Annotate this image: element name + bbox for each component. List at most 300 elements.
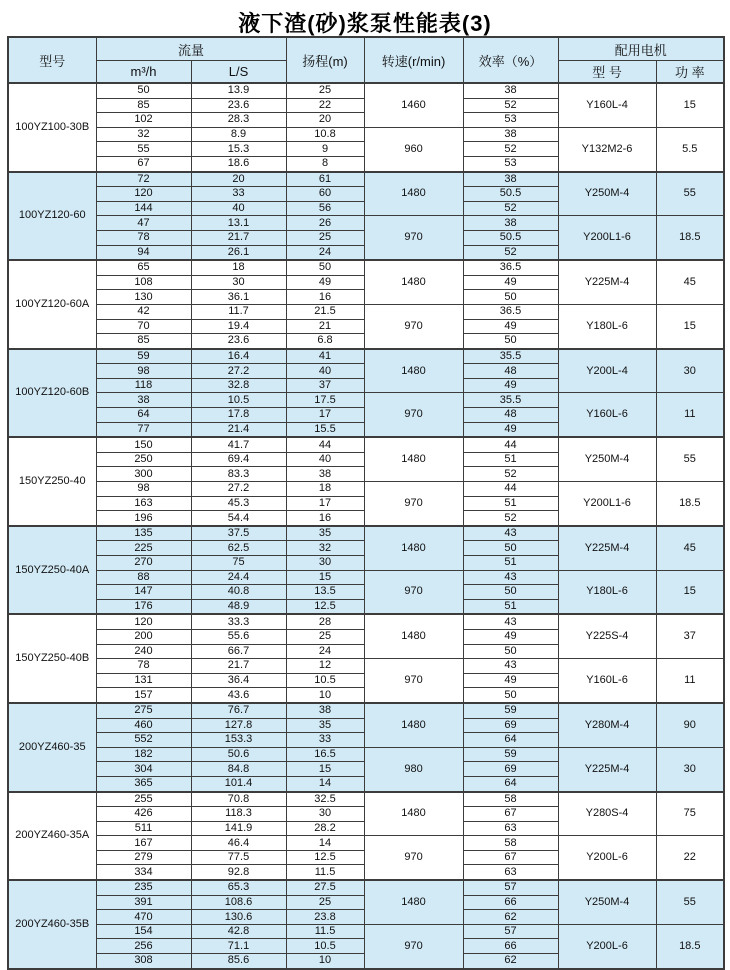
col-header-motor-power: 功 率 xyxy=(656,61,724,84)
cell-flow-m3h: 85 xyxy=(96,334,191,349)
cell-flow-ls: 77.5 xyxy=(191,850,286,865)
cell-flow-ls: 41.7 xyxy=(191,437,286,452)
cell-head: 61 xyxy=(286,172,364,187)
table-row xyxy=(8,659,724,674)
cell-efficiency: 49 xyxy=(463,378,558,393)
table-row xyxy=(8,924,724,939)
cell-motor-model: Y132M2-6 xyxy=(558,127,656,171)
cell-efficiency: 50.5 xyxy=(463,230,558,245)
cell-head: 22 xyxy=(286,98,364,113)
cell-flow-m3h: 275 xyxy=(96,703,191,718)
col-header-motor: 配用电机 xyxy=(558,37,724,61)
cell-motor-power: 15 xyxy=(656,83,724,127)
cell-flow-ls: 32.8 xyxy=(191,378,286,393)
cell-flow-ls: 16.4 xyxy=(191,349,286,364)
table-row xyxy=(8,437,724,452)
cell-motor-model: Y250M-4 xyxy=(558,172,656,216)
cell-efficiency: 38 xyxy=(463,216,558,231)
cell-flow-m3h: 94 xyxy=(96,245,191,260)
cell-head: 14 xyxy=(286,776,364,791)
cell-flow-m3h: 182 xyxy=(96,747,191,762)
cell-flow-m3h: 130 xyxy=(96,290,191,305)
cell-flow-ls: 50.6 xyxy=(191,747,286,762)
cell-efficiency: 38 xyxy=(463,127,558,142)
cell-head: 49 xyxy=(286,275,364,290)
cell-speed: 970 xyxy=(364,836,463,880)
cell-flow-ls: 70.8 xyxy=(191,792,286,807)
cell-flow-m3h: 167 xyxy=(96,836,191,851)
cell-speed: 1480 xyxy=(364,792,463,836)
cell-flow-m3h: 426 xyxy=(96,807,191,822)
cell-flow-m3h: 108 xyxy=(96,275,191,290)
cell-flow-m3h: 78 xyxy=(96,659,191,674)
cell-flow-m3h: 240 xyxy=(96,644,191,659)
cell-pump-model: 200YZ460-35A xyxy=(8,792,96,881)
cell-head: 16 xyxy=(286,511,364,526)
cell-efficiency: 66 xyxy=(463,939,558,954)
cell-flow-ls: 33.3 xyxy=(191,614,286,629)
cell-speed: 970 xyxy=(364,570,463,614)
cell-motor-power: 55 xyxy=(656,880,724,924)
cell-flow-ls: 15.3 xyxy=(191,142,286,157)
table-row xyxy=(8,836,724,851)
cell-flow-m3h: 147 xyxy=(96,585,191,600)
cell-flow-ls: 27.2 xyxy=(191,482,286,497)
cell-flow-ls: 37.5 xyxy=(191,526,286,541)
cell-flow-ls: 11.7 xyxy=(191,304,286,319)
cell-motor-model: Y200L1-6 xyxy=(558,482,656,526)
cell-efficiency: 67 xyxy=(463,807,558,822)
cell-flow-m3h: 163 xyxy=(96,496,191,511)
cell-efficiency: 51 xyxy=(463,556,558,571)
cell-head: 56 xyxy=(286,201,364,216)
cell-pump-model: 150YZ250-40 xyxy=(8,437,96,526)
cell-head: 32.5 xyxy=(286,792,364,807)
cell-efficiency: 66 xyxy=(463,895,558,910)
cell-flow-ls: 18 xyxy=(191,260,286,275)
table-row xyxy=(8,216,724,231)
cell-flow-ls: 26.1 xyxy=(191,245,286,260)
cell-pump-model: 100YZ120-60A xyxy=(8,260,96,349)
cell-head: 8 xyxy=(286,156,364,171)
table-row xyxy=(8,614,724,629)
cell-motor-model: Y200L1-6 xyxy=(558,216,656,260)
cell-speed: 980 xyxy=(364,747,463,791)
cell-efficiency: 67 xyxy=(463,850,558,865)
cell-efficiency: 48 xyxy=(463,364,558,379)
cell-flow-ls: 24.4 xyxy=(191,570,286,585)
cell-efficiency: 64 xyxy=(463,733,558,748)
cell-flow-ls: 69.4 xyxy=(191,452,286,467)
cell-efficiency: 48 xyxy=(463,408,558,423)
cell-head: 25 xyxy=(286,83,364,98)
cell-efficiency: 59 xyxy=(463,747,558,762)
cell-flow-ls: 71.1 xyxy=(191,939,286,954)
cell-motor-model: Y200L-6 xyxy=(558,924,656,968)
cell-flow-m3h: 72 xyxy=(96,172,191,187)
cell-efficiency: 43 xyxy=(463,659,558,674)
cell-efficiency: 51 xyxy=(463,496,558,511)
cell-speed: 1480 xyxy=(364,437,463,481)
cell-flow-ls: 20 xyxy=(191,172,286,187)
cell-efficiency: 49 xyxy=(463,319,558,334)
cell-speed: 960 xyxy=(364,127,463,171)
cell-efficiency: 43 xyxy=(463,526,558,541)
cell-flow-m3h: 98 xyxy=(96,482,191,497)
cell-head: 11.5 xyxy=(286,924,364,939)
cell-flow-ls: 101.4 xyxy=(191,776,286,791)
cell-efficiency: 57 xyxy=(463,880,558,895)
cell-efficiency: 52 xyxy=(463,98,558,113)
cell-flow-m3h: 118 xyxy=(96,378,191,393)
cell-efficiency: 50 xyxy=(463,644,558,659)
cell-motor-power: 18.5 xyxy=(656,216,724,260)
cell-efficiency: 53 xyxy=(463,156,558,171)
cell-speed: 970 xyxy=(364,393,463,437)
cell-flow-ls: 36.1 xyxy=(191,290,286,305)
cell-head: 9 xyxy=(286,142,364,157)
cell-flow-m3h: 150 xyxy=(96,437,191,452)
cell-flow-ls: 76.7 xyxy=(191,703,286,718)
cell-flow-m3h: 552 xyxy=(96,733,191,748)
cell-flow-ls: 75 xyxy=(191,556,286,571)
cell-motor-power: 15 xyxy=(656,304,724,348)
cell-head: 18 xyxy=(286,482,364,497)
cell-efficiency: 50 xyxy=(463,688,558,703)
cell-head: 6.8 xyxy=(286,334,364,349)
cell-efficiency: 63 xyxy=(463,821,558,836)
table-row xyxy=(8,747,724,762)
cell-head: 12 xyxy=(286,659,364,674)
cell-motor-model: Y280S-4 xyxy=(558,792,656,836)
cell-efficiency: 43 xyxy=(463,570,558,585)
cell-efficiency: 35.5 xyxy=(463,349,558,364)
cell-efficiency: 49 xyxy=(463,422,558,437)
header-row-1 xyxy=(8,37,724,61)
cell-head: 60 xyxy=(286,187,364,202)
cell-motor-model: Y160L-4 xyxy=(558,83,656,127)
cell-motor-power: 22 xyxy=(656,836,724,880)
cell-flow-m3h: 200 xyxy=(96,629,191,644)
cell-motor-power: 45 xyxy=(656,260,724,304)
cell-motor-power: 37 xyxy=(656,614,724,658)
cell-efficiency: 59 xyxy=(463,703,558,718)
cell-flow-m3h: 120 xyxy=(96,614,191,629)
cell-flow-ls: 43.6 xyxy=(191,688,286,703)
cell-pump-model: 100YZ120-60B xyxy=(8,349,96,438)
cell-motor-power: 90 xyxy=(656,703,724,747)
cell-head: 26 xyxy=(286,216,364,231)
cell-efficiency: 44 xyxy=(463,437,558,452)
cell-flow-m3h: 131 xyxy=(96,673,191,688)
cell-head: 32 xyxy=(286,541,364,556)
cell-head: 35 xyxy=(286,718,364,733)
col-header-efficiency: 效率（%） xyxy=(463,37,558,83)
cell-motor-model: Y280M-4 xyxy=(558,703,656,747)
cell-head: 25 xyxy=(286,629,364,644)
cell-flow-ls: 54.4 xyxy=(191,511,286,526)
cell-flow-ls: 28.3 xyxy=(191,113,286,128)
cell-speed: 970 xyxy=(364,659,463,703)
cell-motor-power: 18.5 xyxy=(656,924,724,968)
cell-pump-model: 100YZ100-30B xyxy=(8,83,96,172)
cell-flow-m3h: 255 xyxy=(96,792,191,807)
cell-motor-power: 45 xyxy=(656,526,724,570)
cell-speed: 1480 xyxy=(364,172,463,216)
table-row xyxy=(8,83,724,98)
cell-head: 10.5 xyxy=(286,673,364,688)
cell-head: 13.5 xyxy=(286,585,364,600)
cell-efficiency: 44 xyxy=(463,482,558,497)
table-row xyxy=(8,172,724,187)
cell-flow-ls: 85.6 xyxy=(191,954,286,969)
cell-efficiency: 50.5 xyxy=(463,187,558,202)
cell-pump-model: 100YZ120-60 xyxy=(8,172,96,261)
cell-efficiency: 57 xyxy=(463,924,558,939)
cell-flow-m3h: 334 xyxy=(96,865,191,880)
cell-flow-ls: 40.8 xyxy=(191,585,286,600)
cell-head: 10 xyxy=(286,688,364,703)
cell-head: 24 xyxy=(286,644,364,659)
table-row xyxy=(8,482,724,497)
table-row xyxy=(8,703,724,718)
cell-flow-m3h: 98 xyxy=(96,364,191,379)
cell-flow-m3h: 47 xyxy=(96,216,191,231)
cell-flow-m3h: 144 xyxy=(96,201,191,216)
cell-flow-m3h: 135 xyxy=(96,526,191,541)
page-title: 液下渣(砂)浆泵性能表(3) xyxy=(238,11,492,36)
cell-flow-m3h: 38 xyxy=(96,393,191,408)
cell-flow-m3h: 70 xyxy=(96,319,191,334)
cell-efficiency: 62 xyxy=(463,910,558,925)
cell-flow-m3h: 391 xyxy=(96,895,191,910)
table-row xyxy=(8,792,724,807)
cell-flow-ls: 13.1 xyxy=(191,216,286,231)
cell-head: 37 xyxy=(286,378,364,393)
cell-flow-ls: 27.2 xyxy=(191,364,286,379)
table-row xyxy=(8,570,724,585)
cell-flow-ls: 153.3 xyxy=(191,733,286,748)
cell-efficiency: 58 xyxy=(463,792,558,807)
cell-motor-model: Y180L-6 xyxy=(558,304,656,348)
cell-flow-m3h: 85 xyxy=(96,98,191,113)
cell-head: 41 xyxy=(286,349,364,364)
cell-motor-model: Y180L-6 xyxy=(558,570,656,614)
cell-motor-model: Y250M-4 xyxy=(558,437,656,481)
cell-head: 28 xyxy=(286,614,364,629)
cell-efficiency: 51 xyxy=(463,599,558,614)
cell-flow-m3h: 67 xyxy=(96,156,191,171)
cell-flow-ls: 19.4 xyxy=(191,319,286,334)
cell-efficiency: 52 xyxy=(463,201,558,216)
cell-head: 25 xyxy=(286,230,364,245)
cell-head: 21 xyxy=(286,319,364,334)
cell-efficiency: 63 xyxy=(463,865,558,880)
cell-flow-ls: 92.8 xyxy=(191,865,286,880)
cell-motor-power: 30 xyxy=(656,349,724,393)
cell-speed: 1480 xyxy=(364,880,463,924)
cell-speed: 970 xyxy=(364,216,463,260)
cell-flow-ls: 130.6 xyxy=(191,910,286,925)
cell-head: 21.5 xyxy=(286,304,364,319)
cell-flow-ls: 21.7 xyxy=(191,659,286,674)
cell-speed: 1480 xyxy=(364,703,463,747)
cell-head: 30 xyxy=(286,556,364,571)
cell-pump-model: 150YZ250-40B xyxy=(8,614,96,703)
cell-flow-m3h: 32 xyxy=(96,127,191,142)
cell-motor-model: Y225M-4 xyxy=(558,526,656,570)
cell-head: 40 xyxy=(286,364,364,379)
cell-flow-ls: 62.5 xyxy=(191,541,286,556)
cell-head: 50 xyxy=(286,260,364,275)
table-row xyxy=(8,304,724,319)
cell-efficiency: 49 xyxy=(463,629,558,644)
cell-head: 15 xyxy=(286,570,364,585)
cell-flow-m3h: 225 xyxy=(96,541,191,556)
cell-flow-ls: 46.4 xyxy=(191,836,286,851)
cell-head: 27.5 xyxy=(286,880,364,895)
cell-flow-ls: 127.8 xyxy=(191,718,286,733)
cell-flow-m3h: 154 xyxy=(96,924,191,939)
cell-speed: 1480 xyxy=(364,260,463,304)
cell-head: 25 xyxy=(286,895,364,910)
cell-efficiency: 52 xyxy=(463,511,558,526)
cell-head: 16 xyxy=(286,290,364,305)
cell-flow-ls: 21.7 xyxy=(191,230,286,245)
cell-flow-m3h: 196 xyxy=(96,511,191,526)
cell-motor-model: Y225S-4 xyxy=(558,614,656,658)
cell-head: 23.8 xyxy=(286,910,364,925)
cell-efficiency: 36.5 xyxy=(463,304,558,319)
col-header-head: 扬程(m) xyxy=(286,37,364,83)
cell-motor-model: Y250M-4 xyxy=(558,880,656,924)
table-row xyxy=(8,526,724,541)
cell-head: 10.5 xyxy=(286,939,364,954)
cell-motor-model: Y225M-4 xyxy=(558,260,656,304)
cell-efficiency: 69 xyxy=(463,762,558,777)
cell-flow-ls: 36.4 xyxy=(191,673,286,688)
cell-flow-m3h: 88 xyxy=(96,570,191,585)
cell-head: 24 xyxy=(286,245,364,260)
col-header-speed: 转速(r/min) xyxy=(364,37,463,83)
cell-flow-m3h: 102 xyxy=(96,113,191,128)
cell-flow-m3h: 270 xyxy=(96,556,191,571)
cell-head: 12.5 xyxy=(286,850,364,865)
cell-efficiency: 35.5 xyxy=(463,393,558,408)
cell-speed: 1460 xyxy=(364,83,463,127)
cell-flow-ls: 141.9 xyxy=(191,821,286,836)
cell-efficiency: 52 xyxy=(463,142,558,157)
cell-flow-ls: 118.3 xyxy=(191,807,286,822)
cell-motor-model: Y200L-4 xyxy=(558,349,656,393)
cell-flow-m3h: 470 xyxy=(96,910,191,925)
cell-efficiency: 49 xyxy=(463,275,558,290)
cell-flow-m3h: 77 xyxy=(96,422,191,437)
cell-flow-m3h: 64 xyxy=(96,408,191,423)
cell-head: 15 xyxy=(286,762,364,777)
cell-efficiency: 50 xyxy=(463,585,558,600)
cell-flow-ls: 83.3 xyxy=(191,467,286,482)
cell-speed: 970 xyxy=(364,924,463,968)
cell-efficiency: 69 xyxy=(463,718,558,733)
cell-flow-ls: 8.9 xyxy=(191,127,286,142)
cell-flow-m3h: 308 xyxy=(96,954,191,969)
cell-flow-ls: 45.3 xyxy=(191,496,286,511)
cell-head: 33 xyxy=(286,733,364,748)
cell-flow-m3h: 50 xyxy=(96,83,191,98)
cell-efficiency: 64 xyxy=(463,776,558,791)
cell-flow-ls: 17.8 xyxy=(191,408,286,423)
cell-head: 30 xyxy=(286,807,364,822)
cell-flow-m3h: 176 xyxy=(96,599,191,614)
cell-flow-m3h: 59 xyxy=(96,349,191,364)
cell-flow-ls: 18.6 xyxy=(191,156,286,171)
cell-flow-m3h: 235 xyxy=(96,880,191,895)
cell-head: 10 xyxy=(286,954,364,969)
cell-speed: 970 xyxy=(364,304,463,348)
cell-flow-ls: 33 xyxy=(191,187,286,202)
pump-performance-table xyxy=(7,36,725,970)
col-header-motor-model: 型 号 xyxy=(558,61,656,84)
cell-flow-m3h: 250 xyxy=(96,452,191,467)
cell-efficiency: 50 xyxy=(463,541,558,556)
cell-flow-m3h: 365 xyxy=(96,776,191,791)
cell-pump-model: 200YZ460-35 xyxy=(8,703,96,792)
cell-flow-ls: 23.6 xyxy=(191,98,286,113)
cell-flow-m3h: 55 xyxy=(96,142,191,157)
cell-head: 11.5 xyxy=(286,865,364,880)
cell-efficiency: 52 xyxy=(463,245,558,260)
cell-head: 14 xyxy=(286,836,364,851)
cell-flow-m3h: 460 xyxy=(96,718,191,733)
cell-motor-power: 18.5 xyxy=(656,482,724,526)
cell-head: 44 xyxy=(286,437,364,452)
cell-speed: 1480 xyxy=(364,349,463,393)
cell-motor-model: Y200L-6 xyxy=(558,836,656,880)
cell-motor-power: 30 xyxy=(656,747,724,791)
cell-efficiency: 62 xyxy=(463,954,558,969)
cell-efficiency: 38 xyxy=(463,83,558,98)
cell-head: 17.5 xyxy=(286,393,364,408)
cell-flow-ls: 21.4 xyxy=(191,422,286,437)
cell-motor-power: 15 xyxy=(656,570,724,614)
cell-flow-m3h: 300 xyxy=(96,467,191,482)
cell-head: 12.5 xyxy=(286,599,364,614)
cell-speed: 1480 xyxy=(364,614,463,658)
cell-flow-ls: 42.8 xyxy=(191,924,286,939)
cell-flow-m3h: 256 xyxy=(96,939,191,954)
cell-efficiency: 51 xyxy=(463,452,558,467)
col-header-model: 型号 xyxy=(8,37,96,83)
cell-flow-ls: 30 xyxy=(191,275,286,290)
cell-head: 35 xyxy=(286,526,364,541)
cell-head: 40 xyxy=(286,452,364,467)
cell-efficiency: 43 xyxy=(463,614,558,629)
cell-head: 15.5 xyxy=(286,422,364,437)
cell-flow-ls: 65.3 xyxy=(191,880,286,895)
cell-motor-power: 55 xyxy=(656,437,724,481)
cell-motor-power: 11 xyxy=(656,659,724,703)
cell-flow-m3h: 120 xyxy=(96,187,191,202)
table-header xyxy=(8,37,724,83)
cell-head: 38 xyxy=(286,703,364,718)
table-row xyxy=(8,393,724,408)
cell-motor-model: Y225M-4 xyxy=(558,747,656,791)
cell-flow-ls: 40 xyxy=(191,201,286,216)
cell-motor-power: 75 xyxy=(656,792,724,836)
table-row xyxy=(8,880,724,895)
cell-flow-m3h: 42 xyxy=(96,304,191,319)
